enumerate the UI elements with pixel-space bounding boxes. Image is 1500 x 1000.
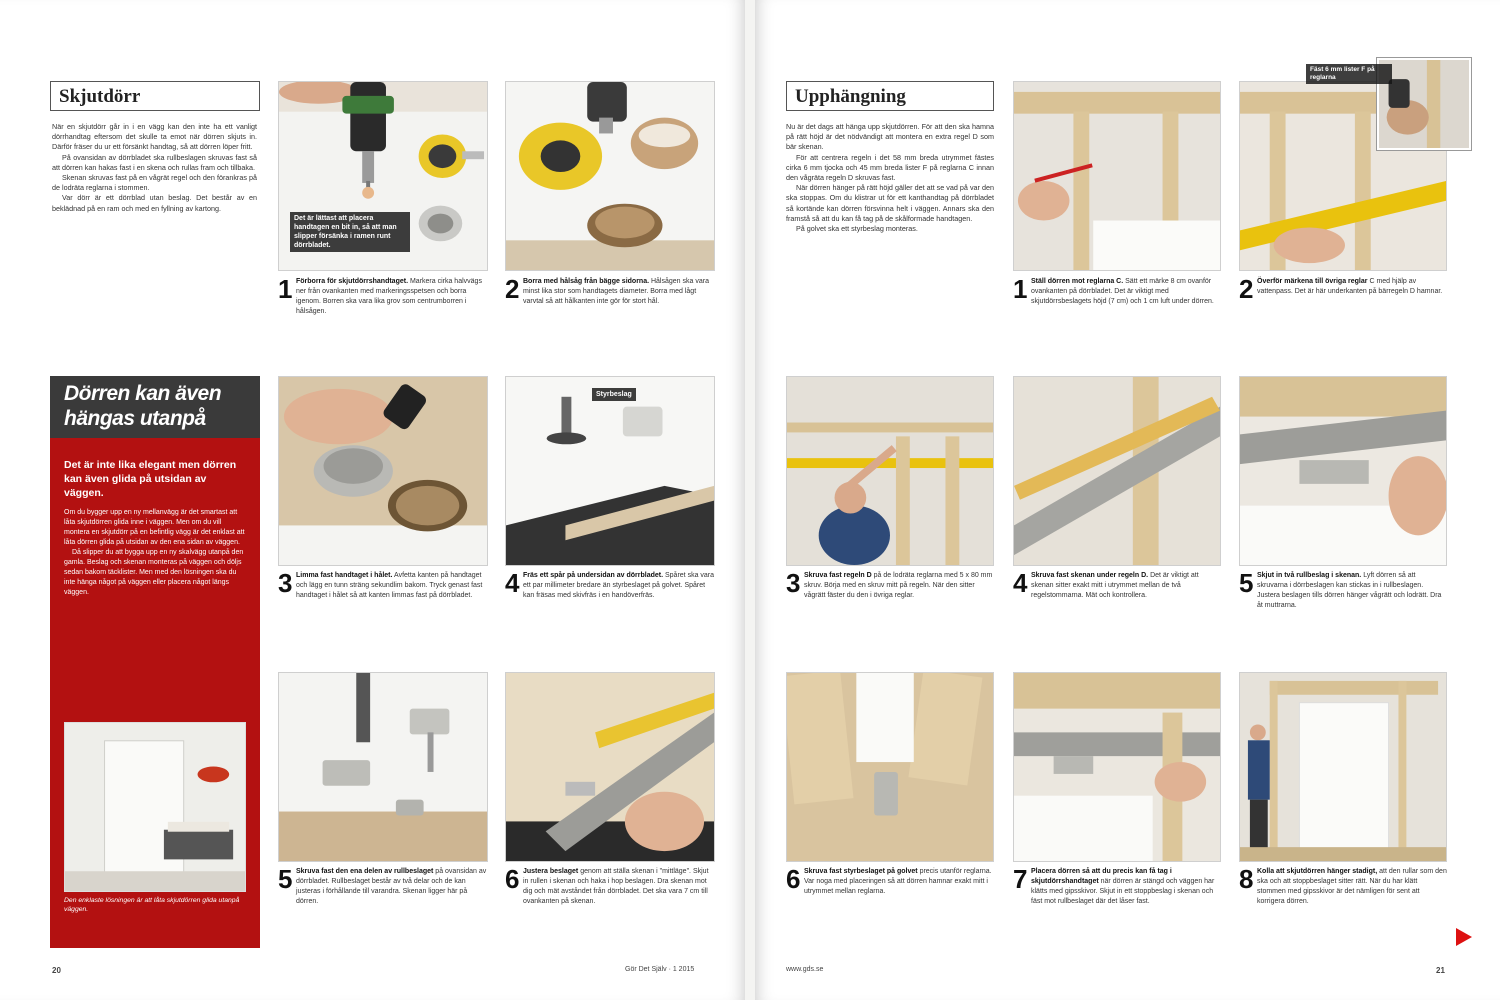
- step-number: 4: [505, 568, 520, 598]
- step-text: på ovansidan av dörrbladet. Rullbeslaget består av två delar och de kan justeras i förhållande till varandra. Skenan ligger här på dörren.: [296, 868, 487, 905]
- factbox-paragraph: Då slipper du att bygga upp en ny skalvägg utanpå den gamla. Beslag och skenan monteras på väggen och döljs sedan bakom täcklister. Men med den lösningen ska du inte hänga något på väggen eller placera något längs väggen.: [64, 549, 244, 596]
- step-text: Sätt ett märke 8 cm ovanför ovankanten på dörrbladet. Det är viktigt med skjutdörrsbeslagets höjd (7 cm) och 1 cm luft under dörren.: [1031, 278, 1214, 305]
- step-number: 3: [278, 568, 293, 598]
- page-number: 21: [1436, 966, 1445, 975]
- photo-hole-saw: [505, 81, 715, 271]
- step-6: [786, 864, 994, 897]
- photo-room-sliding-door: [64, 722, 246, 892]
- step-number: 1: [1013, 274, 1028, 304]
- step-text: precis utanför reglarna. Var noga med placeringen så att dörren hamnar exakt mitt i utrymmet mellan reglarna.: [804, 868, 992, 895]
- step-text: Lyft dörren så att skruvarna i dörrbeslagen kan stickas in i rullbeslagen. Justera beslagen tills dörren hänger vågrätt och lodrätt. Dra åt muttrarna.: [1257, 572, 1442, 609]
- photo-callout: Det är lättast att placera handtagen en bit in, så att man slipper försänka i ramen runt dörrbladet.: [290, 212, 410, 252]
- step-text: när dörren är stängd och väggen har klätts med gipsskivor. Skjut in ett stoppbeslag i skenan och fäst mot rullbeslaget där det låser fast.: [1031, 878, 1215, 905]
- step-4: [1013, 568, 1221, 601]
- step-2: [1239, 274, 1447, 304]
- right-page: [755, 0, 1500, 1000]
- step-text: på de lodräta reglarna med 5 x 80 mm skruv. Börja med en skruv mitt på regeln. När den sitter vågrätt fäster du den i övriga reglar.: [804, 572, 993, 599]
- intro-text: [52, 122, 257, 214]
- intro-paragraph: På ovansidan av dörrbladet ska rullbeslagen skruvas fast så att dörren kan hakas fast i en skena och rullas fram och tillbaka.: [52, 152, 257, 172]
- step-heading: Limma fast handtaget i hålet.: [296, 572, 393, 579]
- step-number: 8: [1239, 864, 1254, 894]
- step-6: [505, 864, 715, 907]
- factbox-paragraph: Om du bygger upp en ny mellanvägg är det smartast att låta skjutdörren glida inne i väggen. Men om du vill montera en skjutdörr på en befintlig vägg är det enklast att låta dörren glida på utsidan av den ena sidan av väggen.: [64, 509, 245, 546]
- step-text: Markera cirka halvvägs ner från ovankanten med markeringsspetsen och borra igenom. Borren ska vara lika grov som centrumborren i hålsågen.: [296, 278, 482, 315]
- photo-floor-guide: [786, 672, 994, 862]
- step-5: [1239, 568, 1447, 611]
- photo-adjusting-rail: [505, 672, 715, 862]
- step-heading: Förborra för skjutdörrshandtaget.: [296, 278, 409, 285]
- step-1: [278, 274, 488, 317]
- step-number: 5: [278, 864, 293, 894]
- factbox-title: Dörren kan även hängas utanpå: [50, 376, 260, 438]
- photo-rail-mounting: [1013, 376, 1221, 566]
- step-heading: Skruva fast styrbeslaget på golvet: [804, 868, 918, 875]
- step-text: C med hjälp av vattenpass. Det är här underkanten på bärregeln D hamnar.: [1257, 278, 1443, 295]
- step-2: [505, 274, 715, 307]
- inset-caption: Fäst 6 mm lister F på reglarna: [1306, 64, 1392, 84]
- step-heading: Borra med hålsåg från bägge sidorna.: [523, 278, 650, 285]
- intro-paragraph: Var dörr är ett dörrblad utan beslag. Det består av en beklädnad på en ram och med en fyllning av kartong.: [52, 193, 257, 213]
- factbox-caption: Den enklaste lösningen är att låta skjutdörren glida utanpå väggen.: [64, 897, 240, 913]
- step-heading: Skruva fast den ena delen av rullbeslaget: [296, 868, 434, 875]
- step-8: [1239, 864, 1447, 907]
- photo-stop-fitting: [1013, 672, 1221, 862]
- step-heading: Skruva fast regeln D: [804, 572, 872, 579]
- step-text: Det är viktigt att skenan sitter exakt mitt i utrymmet mellan de två regelstommarna. Mät och kontrollera.: [1031, 572, 1199, 599]
- next-page-arrow-icon: [1456, 928, 1472, 946]
- magazine-name: Gör Det Själv · 1 2015: [625, 966, 695, 973]
- step-heading: Fräs ett spår på undersidan av dörrbladet.: [523, 572, 664, 579]
- step-number: 3: [786, 568, 801, 598]
- step-3: [786, 568, 994, 601]
- step-number: 2: [1239, 274, 1254, 304]
- intro-paragraph: Skenan skruvas fast på en vågrät regel och den förankras på de lodräta reglarna i stommen.: [52, 173, 257, 193]
- section-title-skjutdorr: Skjutdörr: [50, 81, 260, 111]
- photo-screwing-header: [786, 376, 994, 566]
- step-text: genom att ställa skenan i "mittläge". Skjut in rullen i skenan och haka i hop beslagen. Dra skenan mot dig och mät avståndet från dörrbladet. Det ska vara 7 cm till ovankanten på skenan.: [523, 868, 709, 905]
- step-heading: Skruva fast skenan under regeln D.: [1031, 572, 1149, 579]
- step-number: 6: [505, 864, 520, 894]
- photo-marking-studs: [1013, 81, 1221, 271]
- step-heading: Kolla att skjutdörren hänger stadigt,: [1257, 868, 1378, 875]
- step-text: Spåret ska vara ett par millimeter bredare än styrbeslaget på golvet. Spåret kan fräsas med skivfräs i en handöverfräs.: [523, 572, 715, 599]
- intro-paragraph: När en skjutdörr går in i en vägg kan den inte ha ett vanligt dörrhandtag eftersom det skulle ta emot när dörren skjuts in. Därför fräser du ur ett försänkt handtag, så att dörren löper fritt.: [52, 122, 257, 152]
- intro-paragraph: För att centrera regeln i det 58 mm breda utrymmet fästes cirka 6 mm tjocka och 45 mm breda lister F på reglarna C innan den vågräta regeln D skruvas fast.: [786, 152, 994, 183]
- intro-paragraph: När dörren hänger på rätt höjd gäller det att se vad på var den ska stoppas. Om du klistrar ut för ett kanthandtag på dörrbladet så kortände kan dörren försvinna helt i väggen. Annars ska den framstå så att du kan få tag på de skålformade handtagen.: [786, 183, 994, 223]
- step-1: [1013, 274, 1221, 307]
- photo-routing-groove: [505, 376, 715, 566]
- step-number: 1: [278, 274, 293, 304]
- left-page: [0, 0, 745, 1000]
- step-text: att den rullar som den ska och att stoppbeslaget sitter rätt. När du har klätt stommen med gipsskivor är det nämligen för sent att korrigera dörren.: [1257, 868, 1447, 905]
- step-text: Hålsågen ska vara minst lika stor som handtagets diameter. Borra med lågt varvtal så att hålkanten inte gör för stort hål.: [523, 278, 709, 305]
- photo-finished-door: [1239, 672, 1447, 862]
- step-number: 4: [1013, 568, 1028, 598]
- step-4: [505, 568, 715, 601]
- factbox-lead: Det är inte lika elegant men dörren kan även glida på utsidan av väggen.: [64, 459, 237, 499]
- intro-paragraph: Nu är det dags att hänga upp skjutdörren. För att den ska hamna på rätt höjd är det nödvändigt att montera en extra regel D som bär skenan.: [786, 122, 994, 152]
- step-heading: Skjut in två rullbeslag i skenan.: [1257, 572, 1362, 579]
- step-number: 5: [1239, 568, 1254, 598]
- intro-text: [786, 122, 994, 234]
- step-heading: Justera beslaget: [523, 868, 579, 875]
- step-heading: Överför märkena till övriga reglar: [1257, 278, 1368, 285]
- step-number: 2: [505, 274, 520, 304]
- photo-roller-in-rail: [1239, 376, 1447, 566]
- factbox: [50, 376, 260, 948]
- photo-callout: Styrbeslag: [592, 388, 636, 401]
- section-title-upphangning: Upphängning: [786, 81, 994, 111]
- page-number: 20: [52, 966, 61, 975]
- step-number: 6: [786, 864, 801, 894]
- intro-paragraph: På golvet ska ett styrbeslag monteras.: [796, 224, 918, 234]
- step-3: [278, 568, 488, 601]
- step-text: Avfetta kanten på handtaget och lägg en tunn sträng sekundlim bakom. Tryck genast fast handtaget i hålet så att kanten limmas fast på dörrbladet.: [296, 572, 483, 599]
- step-number: 7: [1013, 864, 1028, 894]
- step-7: [1013, 864, 1221, 907]
- step-5: [278, 864, 488, 907]
- photo-roller-fitting: [278, 672, 488, 862]
- step-heading: Ställ dörren mot reglarna C.: [1031, 278, 1124, 285]
- magazine-url: www.gds.se: [786, 966, 824, 973]
- photo-gluing-handle: [278, 376, 488, 566]
- factbox-text: [50, 508, 260, 598]
- step-heading: Placera dörren så att du precis kan få tag i skjutdörrshandtaget: [1031, 868, 1172, 885]
